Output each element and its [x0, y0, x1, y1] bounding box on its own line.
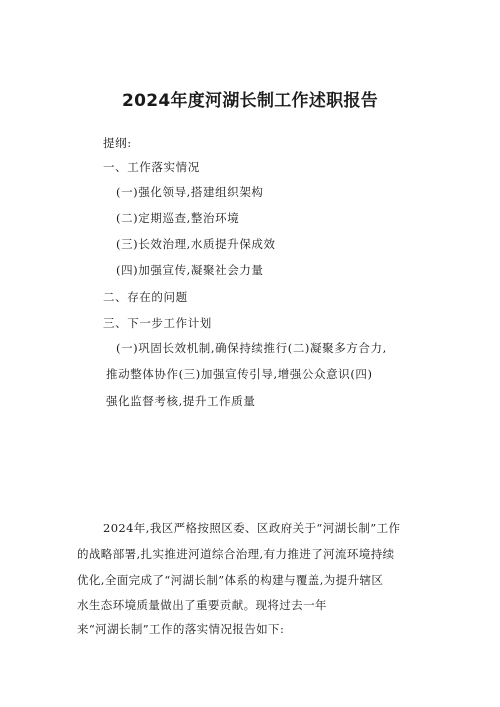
outline-item-1-3: (三)长效治理,水质提升保成效: [116, 237, 276, 251]
outline-section-1: 一、工作落实情况: [103, 160, 200, 174]
outline-section-2: 二、存在的问题: [103, 290, 188, 304]
outline-section-3-line-3: 强化监督考核,提升工作质量: [106, 394, 256, 408]
body-paragraph-line-4: 水生态环境质量做出了重要贡献。现将过去一年: [77, 598, 327, 612]
body-paragraph-line-1: 2024年,我区严格按照区委、区政府关于“河湖长制”工作: [103, 521, 401, 535]
outline-item-1-1: (一)强化领导,搭建组织架构: [116, 185, 264, 199]
body-paragraph-line-5: 来“河湖长制”工作的落实情况报告如下:: [77, 622, 285, 636]
outline-item-1-2: (二)定期巡查,整治环境: [116, 211, 240, 225]
outline-section-3: 三、下一步工作计划: [103, 316, 212, 330]
outline-section-3-line-2: 推动整体协作(三)加强宣传引导,增强公众意识(四): [106, 367, 373, 381]
body-paragraph-line-2: 的战略部署,扎实推进河道综合治理,有力推进了河流环境持续: [77, 547, 395, 561]
outline-section-3-line-1: (一)巩固长效机制,确保持续推行(二)凝聚多方合力,: [116, 341, 387, 355]
outline-label: 提纲:: [103, 136, 132, 150]
body-paragraph-line-3: 优化,全面完成了“河湖长制”体系的构建与覆盖,为提升辖区: [77, 573, 384, 587]
outline-item-1-4: (四)加强宣传,凝聚社会力量: [116, 263, 264, 277]
document-title: 2024年度河湖长制工作述职报告: [121, 91, 379, 111]
